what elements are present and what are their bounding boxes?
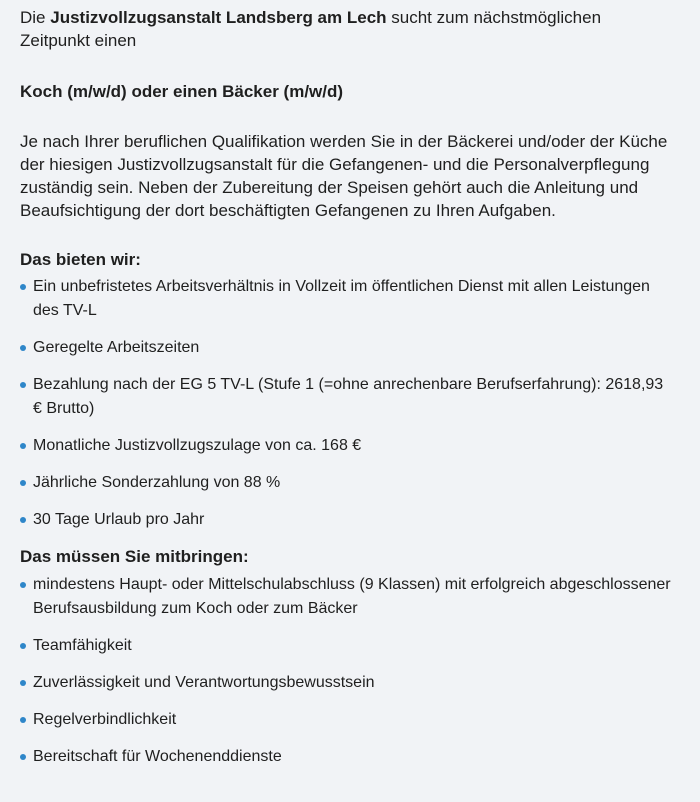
list-item (20, 373, 673, 421)
list-item-text: Bereitschaft für Wochenenddienste (33, 748, 282, 765)
offer-heading: Das bieten wir: (20, 250, 141, 269)
list-item (20, 508, 673, 532)
institution-name: Justizvollzugsanstalt Landsberg am Lech (50, 8, 387, 27)
list-item-text: Zuverlässigkeit und Verantwortungsbewusstsein (33, 674, 375, 691)
bullet-icon (20, 717, 26, 723)
list-item-text: Teamfähigkeit (33, 637, 132, 654)
job-description: Je nach Ihrer beruflichen Qualifikation werden Sie in der Bäckerei und/oder der Küche der hiesigen Justizvollzugsanstalt für die Gefangenen- und die Personalverpflegung zuständig sein. Neben der Zubereitung der Speisen gehört auch die Anleitung und Beaufsichtigung der dort beschäftigten Gefangenen zu Ihren Aufgaben. (20, 132, 668, 220)
list-item (20, 671, 673, 695)
list-item-text: Geregelte Arbeitszeiten (33, 339, 200, 356)
list-item-text: Ein unbefristetes Arbeitsverhältnis in Vollzeit im öffentlichen Dienst mit allen Leistungen des TV-L (33, 278, 650, 319)
list-item (20, 434, 673, 458)
bullet-icon (20, 382, 26, 388)
requirements-list (20, 573, 680, 769)
requirements-heading: Das müssen Sie mitbringen: (20, 547, 249, 566)
bullet-icon (20, 680, 26, 686)
list-item-text: Jährliche Sonderzahlung von 88 % (33, 474, 281, 491)
intro-text (20, 6, 660, 52)
bullet-icon (20, 284, 26, 290)
list-item-text: 30 Tage Urlaub pro Jahr (33, 511, 205, 528)
list-item-text: mindestens Haupt- oder Mittelschulabschluss (9 Klassen) mit erfolgreich abgeschlossener Berufsausbildung zum Koch oder zum Bäcker (33, 576, 671, 617)
list-item-text: Monatliche Justizvollzugszulage von ca. 168 € (33, 437, 362, 454)
list-item (20, 708, 673, 732)
list-item (20, 573, 673, 621)
list-item-text: Bezahlung nach der EG 5 TV-L (Stufe 1 (=ohne anrechenbare Berufserfahrung): 2618,93 € Brutto) (33, 376, 664, 417)
job-title: Koch (m/w/d) oder einen Bäcker (m/w/d) (20, 82, 344, 101)
bullet-icon (20, 754, 26, 760)
list-item (20, 745, 673, 769)
list-item (20, 275, 673, 323)
bullet-icon (20, 480, 26, 486)
bullet-icon (20, 443, 26, 449)
list-item-text: Regelverbindlichkeit (33, 711, 177, 728)
bullet-icon (20, 643, 26, 649)
bullet-icon (20, 517, 26, 523)
list-item (20, 471, 673, 495)
list-item (20, 634, 673, 658)
offer-list (20, 275, 680, 532)
intro-prefix: Die (20, 8, 51, 27)
bullet-icon (20, 582, 26, 588)
intro-suffix: sucht zum nächstmöglichen Zeitpunkt einen (20, 8, 602, 50)
list-item (20, 336, 673, 360)
bullet-icon (20, 345, 26, 351)
